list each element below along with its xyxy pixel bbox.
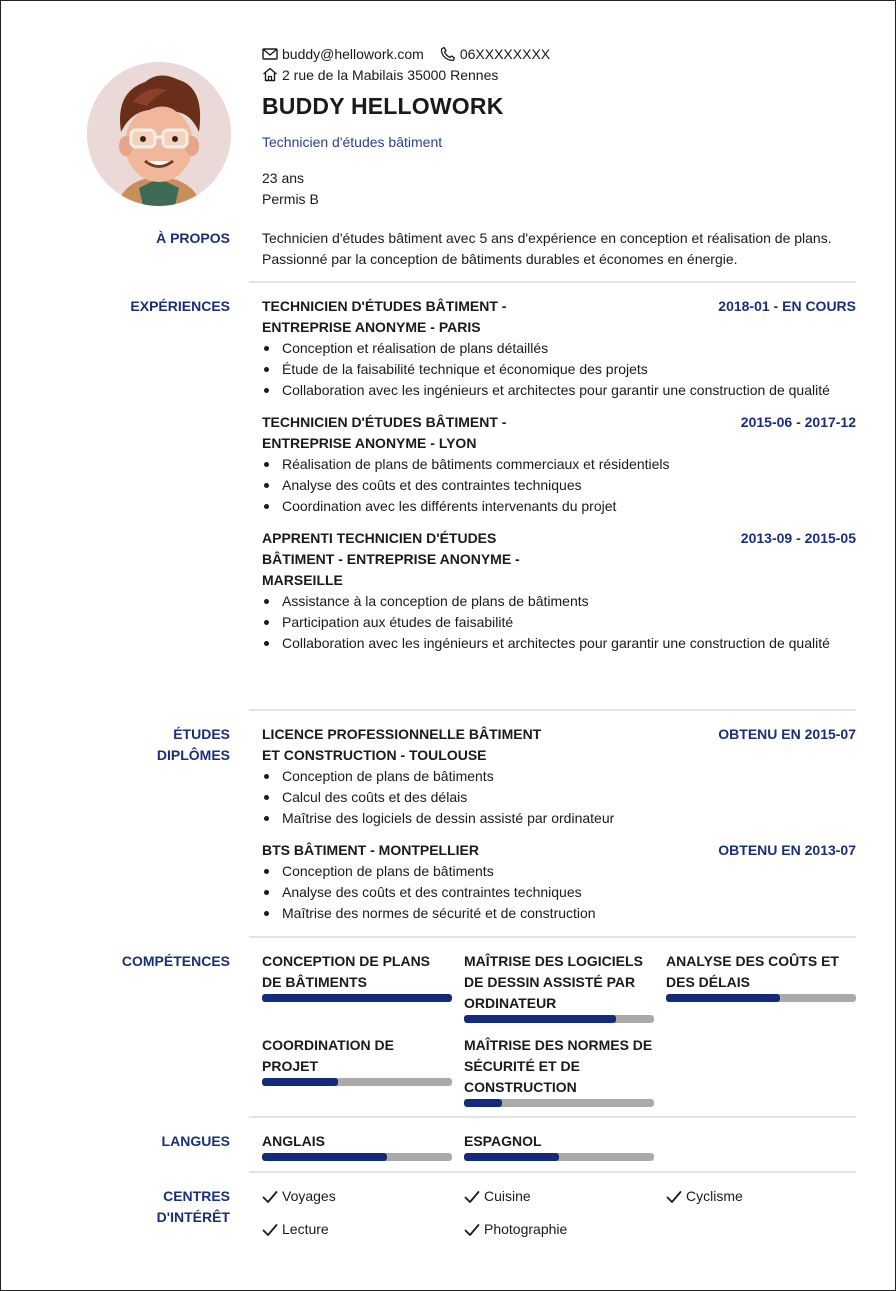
avatar-illustration <box>87 62 231 206</box>
list-item: Coordination avec les différents intervenants du projet <box>262 496 856 517</box>
skill-level-bar <box>666 994 856 1002</box>
divider <box>249 1171 856 1173</box>
about-label: À PROPOS <box>156 230 230 246</box>
check-icon <box>666 1190 682 1204</box>
home-icon <box>262 67 278 82</box>
education-list <box>262 724 856 935</box>
skill-level-bar <box>464 1015 654 1023</box>
experience-date: 2018-01 - EN COURS <box>718 298 856 314</box>
list-item: Collaboration avec les ingénieurs et architectes pour garantir une construction de qualité <box>262 380 856 401</box>
education-date: OBTENU EN 2013-07 <box>718 842 856 858</box>
interest-item <box>262 1186 464 1207</box>
skill-level-fill <box>464 1015 616 1023</box>
education-title: BTS BÂTIMENT - MONTPELLIER <box>262 842 479 858</box>
language-item <box>262 1131 452 1161</box>
list-item: Conception et réalisation de plans détaillés <box>262 338 856 359</box>
list-item: Analyse des coûts et des contraintes techniques <box>262 882 856 903</box>
skill-level-bar <box>262 994 452 1002</box>
interest-item <box>666 1186 856 1207</box>
language-level-bar <box>464 1153 654 1161</box>
interest-label: Cyclisme <box>686 1188 743 1204</box>
skill-level-fill <box>666 994 780 1002</box>
experience-entry <box>262 412 856 517</box>
skills-grid <box>262 951 856 1107</box>
address-row <box>262 64 862 85</box>
list-item: Conception de plans de bâtiments <box>262 766 856 787</box>
address-text: 2 rue de la Mabilais 35000 Rennes <box>282 66 499 83</box>
list-item: Assistance à la conception de plans de bâtiments <box>262 591 856 612</box>
experience-title: TECHNICIEN D'ÉTUDES BÂTIMENT - ENTREPRISE ANONYME - PARIS <box>262 298 507 335</box>
list-item: Maîtrise des logiciels de dessin assisté par ordinateur <box>262 808 856 829</box>
address-contact <box>262 67 498 83</box>
about-text: Technicien d'études bâtiment avec 5 ans d'expérience en conception et réalisation de plans. Passionné par la conception de bâtiments durables et économes en énergie. <box>262 230 832 267</box>
divider <box>249 709 856 711</box>
list-item: Analyse des coûts et des contraintes techniques <box>262 475 856 496</box>
experience-label: EXPÉRIENCES <box>130 298 230 314</box>
phone-icon <box>440 46 456 62</box>
list-item: Maîtrise des normes de sécurité et de construction <box>262 903 856 924</box>
language-level-fill <box>464 1153 559 1161</box>
divider <box>249 936 856 938</box>
education-entry <box>262 724 856 829</box>
list-item: Conception de plans de bâtiments <box>262 861 856 882</box>
language-item <box>464 1131 654 1161</box>
driving-license: Permis B <box>262 191 319 207</box>
experience-entry <box>262 296 856 401</box>
interests-label: CENTRES D'INTÉRÊT <box>156 1188 230 1225</box>
check-icon <box>262 1223 278 1237</box>
phone-contact[interactable] <box>440 46 550 62</box>
contact-row <box>262 43 862 64</box>
skill-item <box>464 1035 654 1107</box>
experience-date: 2013-09 - 2015-05 <box>740 530 856 546</box>
list-item: Participation aux études de faisabilité <box>262 612 856 633</box>
skill-item <box>464 951 654 1023</box>
email-contact[interactable] <box>262 46 424 62</box>
envelope-icon <box>262 48 278 60</box>
language-name: ESPAGNOL <box>464 1133 542 1149</box>
header <box>262 43 862 210</box>
education-date: OBTENU EN 2015-07 <box>718 726 856 742</box>
avatar <box>87 62 231 206</box>
experience-entry <box>262 528 856 654</box>
about-body <box>262 228 856 270</box>
check-icon <box>262 1190 278 1204</box>
personal-info <box>262 168 862 210</box>
list-item: Réalisation de plans de bâtiments commerciaux et résidentiels <box>262 454 856 475</box>
education-label: ÉTUDES DIPLÔMES <box>156 726 230 763</box>
language-name: ANGLAIS <box>262 1133 325 1149</box>
skills-label: COMPÉTENCES <box>121 953 230 969</box>
job-title: Technicien d'études bâtiment <box>262 134 443 150</box>
education-entry <box>262 840 856 924</box>
check-icon <box>464 1223 480 1237</box>
age: 23 ans <box>262 170 305 186</box>
skill-level-fill <box>464 1099 502 1107</box>
interest-label: Voyages <box>282 1188 336 1204</box>
experience-title: TECHNICIEN D'ÉTUDES BÂTIMENT - ENTREPRISE ANONYME - LYON <box>262 414 507 451</box>
phone-text: 06XXXXXXXX <box>459 45 551 62</box>
skill-item <box>262 951 452 1023</box>
education-title: LICENCE PROFESSIONNELLE BÂTIMENT ET CONSTRUCTION - TOULOUSE <box>262 726 542 763</box>
languages-grid <box>262 1131 856 1161</box>
email-text: buddy@hellowork.com <box>282 45 424 62</box>
skill-name: MAÎTRISE DES LOGICIELS DE DESSIN ASSISTÉ PAR ORDINATEUR <box>464 953 643 1011</box>
divider <box>249 281 856 283</box>
skill-level-fill <box>262 1078 338 1086</box>
interests-grid <box>262 1186 856 1240</box>
skill-level-fill <box>262 994 452 1002</box>
interest-label: Cuisine <box>484 1188 531 1204</box>
interest-item <box>464 1186 666 1207</box>
language-level-fill <box>262 1153 387 1161</box>
experience-title: APPRENTI TECHNICIEN D'ÉTUDES BÂTIMENT - ENTREPRISE ANONYME - MARSEILLE <box>262 530 520 588</box>
interest-label: Photographie <box>484 1221 568 1237</box>
list-item: Étude de la faisabilité technique et économique des projets <box>262 359 856 380</box>
list-item: Collaboration avec les ingénieurs et architectes pour garantir une construction de qualité <box>262 633 856 654</box>
divider <box>249 1116 856 1118</box>
skill-item <box>666 951 856 1023</box>
interest-item <box>464 1219 666 1240</box>
skill-item <box>262 1035 452 1107</box>
experience-list <box>262 296 856 665</box>
skill-level-bar <box>262 1078 452 1086</box>
languages-label: LANGUES <box>161 1133 230 1149</box>
experience-date: 2015-06 - 2017-12 <box>740 414 856 430</box>
skill-level-bar <box>464 1099 654 1107</box>
skill-name: COORDINATION DE PROJET <box>262 1037 394 1074</box>
full-name: BUDDY HELLOWORK <box>262 93 504 119</box>
list-item: Calcul des coûts et des délais <box>262 787 856 808</box>
skill-name: MAÎTRISE DES NORMES DE SÉCURITÉ ET DE CONSTRUCTION <box>464 1037 653 1095</box>
interest-item <box>262 1219 464 1240</box>
skill-name: CONCEPTION DE PLANS DE BÂTIMENTS <box>262 953 431 990</box>
language-level-bar <box>262 1153 452 1161</box>
check-icon <box>464 1190 480 1204</box>
interest-label: Lecture <box>282 1221 329 1237</box>
skill-name: ANALYSE DES COÛTS ET DES DÉLAIS <box>666 953 839 990</box>
